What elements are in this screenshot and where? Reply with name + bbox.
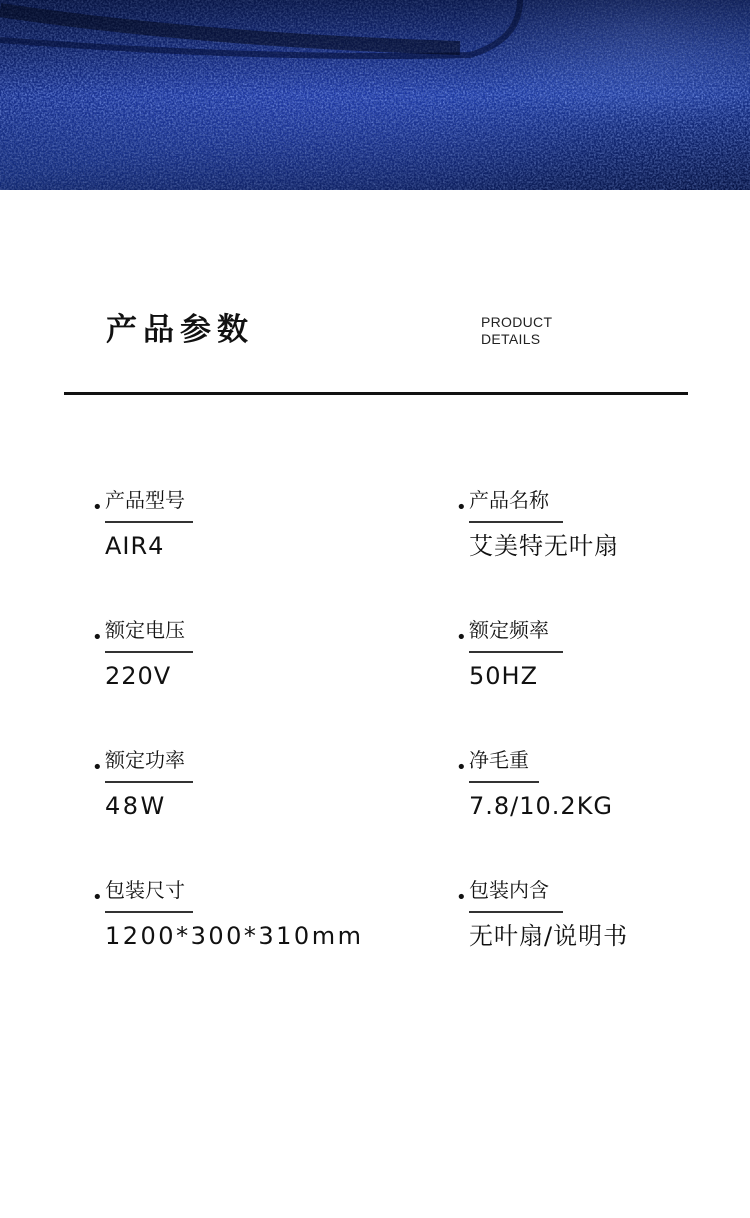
bullet-icon: • bbox=[456, 497, 467, 518]
spec-value: 7.8/10.2KG bbox=[469, 792, 614, 820]
spec-label: 产品型号 bbox=[105, 488, 185, 512]
spec-item-package-contents bbox=[456, 876, 750, 950]
bullet-icon: • bbox=[92, 757, 103, 778]
page-title: 产品参数 bbox=[106, 312, 254, 348]
spec-item-voltage bbox=[92, 616, 412, 690]
label-underline bbox=[469, 651, 563, 653]
bullet-icon: • bbox=[92, 497, 103, 518]
bullet-icon: • bbox=[456, 887, 467, 908]
spec-label: 包装尺寸 bbox=[105, 878, 185, 902]
spec-value: 无叶扇/说明书 bbox=[469, 922, 629, 950]
spec-label: 净毛重 bbox=[469, 748, 529, 772]
spec-label: 额定频率 bbox=[469, 618, 549, 642]
spec-item-name bbox=[456, 486, 750, 560]
spec-item-frequency bbox=[456, 616, 750, 690]
spec-label: 额定电压 bbox=[105, 618, 185, 642]
label-underline bbox=[105, 651, 193, 653]
header-divider bbox=[64, 392, 688, 395]
spec-label: 额定功率 bbox=[105, 748, 185, 772]
bullet-icon: • bbox=[456, 757, 467, 778]
spec-value: 220V bbox=[105, 662, 172, 690]
subtitle-line-1: PRODUCT bbox=[481, 314, 553, 330]
label-underline bbox=[469, 521, 563, 523]
spec-item-package-size bbox=[92, 876, 412, 950]
spec-label: 包装内含 bbox=[469, 878, 549, 902]
spec-item-power bbox=[92, 746, 412, 820]
spec-label: 产品名称 bbox=[469, 488, 549, 512]
page-subtitle-en bbox=[481, 314, 552, 348]
bullet-icon: • bbox=[456, 627, 467, 648]
spec-value: AIR4 bbox=[105, 532, 165, 560]
label-underline bbox=[469, 781, 539, 783]
spec-value: 艾美特无叶扇 bbox=[469, 532, 619, 560]
label-underline bbox=[469, 911, 563, 913]
spec-value: 50HZ bbox=[469, 662, 539, 690]
label-underline bbox=[105, 521, 193, 523]
label-underline bbox=[105, 911, 193, 913]
subtitle-line-2: DETAILS bbox=[481, 331, 541, 347]
label-underline bbox=[105, 781, 193, 783]
bullet-icon: • bbox=[92, 627, 103, 648]
spec-value: 48W bbox=[105, 792, 167, 820]
bullet-icon: • bbox=[92, 887, 103, 908]
fabric-texture-icon bbox=[0, 0, 750, 190]
spec-value: 1200*300*310mm bbox=[105, 922, 364, 950]
spec-item-model bbox=[92, 486, 412, 560]
fabric-banner-image bbox=[0, 0, 750, 190]
spec-item-weight bbox=[456, 746, 750, 820]
